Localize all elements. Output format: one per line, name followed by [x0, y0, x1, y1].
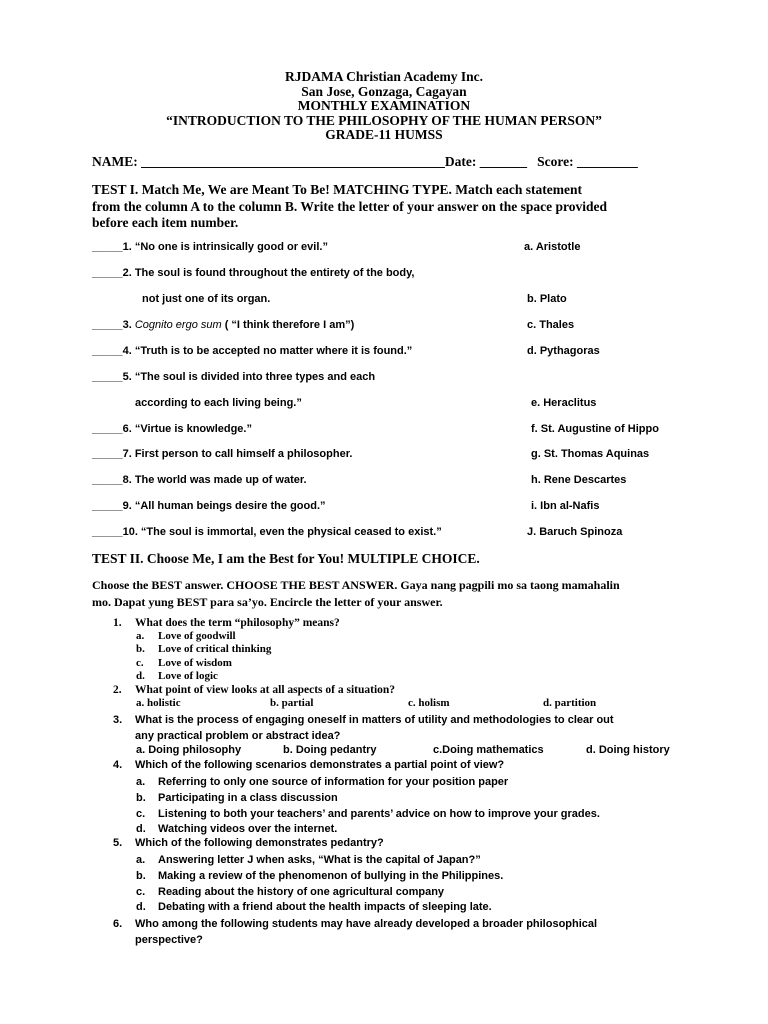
- match-answer-j: J. Baruch Spinoza: [527, 526, 623, 538]
- test2-instr-line2: mo. Dapat yung BEST para sa’yo. Encircle the letter of your answer.: [92, 595, 443, 609]
- test1-title-line2: from the column A to the column B. Write the letter of your answer on the space provided: [92, 198, 607, 214]
- q2-option-b[interactable]: b. partial: [270, 697, 314, 709]
- match-item-2-cont: not just one of its organ.: [142, 293, 271, 305]
- question-2: 2. What point of view looks at all aspects of a situation?: [113, 684, 396, 696]
- test2-instructions: [92, 577, 620, 611]
- subject-title: “INTRODUCTION TO THE PHILOSOPHY OF THE HUMAN PERSON”: [166, 112, 602, 128]
- match-answer-b: b. Plato: [527, 293, 567, 305]
- question-1-options: [136, 630, 271, 683]
- q5-option-b[interactable]: b. Making a review of the phenomenon of bullying in the Philippines.: [136, 869, 504, 882]
- match-item-5: _____5. “The soul is divided into three types and each: [92, 371, 376, 383]
- match-answer-c: c. Thales: [527, 319, 575, 331]
- q3-option-c[interactable]: c.Doing mathematics: [433, 744, 544, 756]
- name-label: NAME:: [92, 154, 142, 169]
- match-item-10: _____10. “The soul is immortal, even the physical ceased to exist.”: [92, 526, 442, 538]
- q3-option-a[interactable]: a. Doing philosophy: [136, 744, 242, 756]
- school-name: RJDAMA Christian Academy Inc.: [285, 69, 483, 84]
- test1-title-line3: before each item number.: [92, 215, 239, 230]
- test2-instr-line1: Choose the BEST answer. CHOOSE THE BEST ANSWER. Gaya nang pagpili mo sa taong mamahalin: [92, 578, 620, 592]
- exam-title: MONTHLY EXAMINATION: [297, 98, 471, 113]
- document-header: [0, 70, 768, 143]
- question-6: 6. Who among the following students may have already developed a broader philosophical perspective?: [113, 918, 598, 946]
- question-5: 5. Which of the following demonstrates pedantry?: [113, 837, 384, 849]
- q2-option-c[interactable]: c. holism: [408, 697, 450, 709]
- match-item-8: _____8. The world was made up of water.: [92, 474, 307, 486]
- date-label: Date:: [444, 154, 480, 169]
- grade-level: GRADE-11 HUMSS: [325, 127, 443, 142]
- question-5-options: [136, 853, 503, 916]
- q2-option-d[interactable]: d. partition: [543, 697, 597, 709]
- match-item-2: _____2. The soul is found throughout the entirety of the body,: [92, 267, 415, 279]
- match-item-7: _____7. First person to call himself a philosopher.: [92, 448, 353, 460]
- q1-option-d[interactable]: d. Love of logic: [136, 669, 218, 682]
- q4-option-a[interactable]: a. Referring to only one source of information for your position paper: [136, 776, 509, 788]
- match-answer-d: d. Pythagoras: [527, 345, 600, 357]
- q3-option-d[interactable]: d. Doing history: [586, 744, 670, 756]
- match-item-5-cont: according to each living being.”: [135, 397, 302, 409]
- match-item-9: _____9. “All human beings desire the good.”: [92, 500, 326, 512]
- match-answer-g: g. St. Thomas Aquinas: [531, 448, 650, 460]
- test2-title: TEST II. Choose Me, I am the Best for You! MULTIPLE CHOICE.: [92, 551, 480, 566]
- question-1: 1. What does the term “philosophy” means?: [113, 617, 340, 629]
- match-item-4: _____4. “Truth is to be accepted no matter where it is found.”: [92, 345, 413, 357]
- test1-title-line1: TEST I. Match Me, We are Meant To Be! MATCHING TYPE. Match each statement: [92, 182, 582, 197]
- score-label: Score:: [537, 154, 577, 169]
- match-answer-a: a. Aristotle: [524, 241, 581, 253]
- question-3: 3. What is the process of engaging oneself in matters of utility and methodologies to clear out any practical problem or abstract idea?: [113, 714, 614, 742]
- q5-option-a[interactable]: a. Answering letter J when asks, “What is the capital of Japan?”: [136, 854, 481, 866]
- question-4-options: [136, 775, 600, 838]
- q3-option-b[interactable]: b. Doing pedantry: [283, 744, 377, 756]
- match-item-1: _____1. “No one is intrinsically good or evil.”: [92, 241, 328, 253]
- name-blank[interactable]: _____________________________________________: [141, 154, 445, 169]
- q4-option-b[interactable]: b. Participating in a class discussion: [136, 791, 338, 804]
- date-blank[interactable]: _______: [479, 154, 527, 169]
- school-address: San Jose, Gonzaga, Cagayan: [301, 83, 467, 99]
- match-answer-h: h. Rene Descartes: [531, 474, 627, 486]
- latin-phrase: Cognito ergo sum: [134, 319, 222, 331]
- q5-option-d[interactable]: d. Debating with a friend about the health impacts of sleeping late.: [136, 901, 492, 914]
- q1-option-b[interactable]: b. Love of critical thinking: [136, 643, 272, 656]
- match-item-6: _____6. “Virtue is knowledge.”: [92, 423, 252, 435]
- match-item-3: _____3. Cognito ergo sum ( “I think therefore I am”): [92, 319, 355, 331]
- q4-option-d[interactable]: d. Watching videos over the internet.: [136, 823, 338, 836]
- q1-option-a[interactable]: a. Love of goodwill: [136, 630, 236, 642]
- test1-instructions: [92, 182, 607, 232]
- q4-option-c[interactable]: c. Listening to both your teachers’ and parents’ advice on how to improve your grades.: [136, 807, 600, 820]
- q5-option-c[interactable]: c. Reading about the history of one agricultural company: [136, 885, 445, 898]
- q1-option-c[interactable]: c. Love of wisdom: [136, 656, 232, 669]
- info-line: [92, 154, 638, 170]
- match-answer-e: e. Heraclitus: [531, 397, 597, 409]
- match-answer-f: f. St. Augustine of Hippo: [531, 423, 659, 435]
- q2-option-a[interactable]: a. holistic: [136, 697, 181, 709]
- question-4: 4. Which of the following scenarios demonstrates a partial point of view?: [113, 759, 505, 771]
- score-blank[interactable]: _________: [576, 154, 638, 169]
- match-answer-i: i. Ibn al-Nafis: [531, 500, 600, 512]
